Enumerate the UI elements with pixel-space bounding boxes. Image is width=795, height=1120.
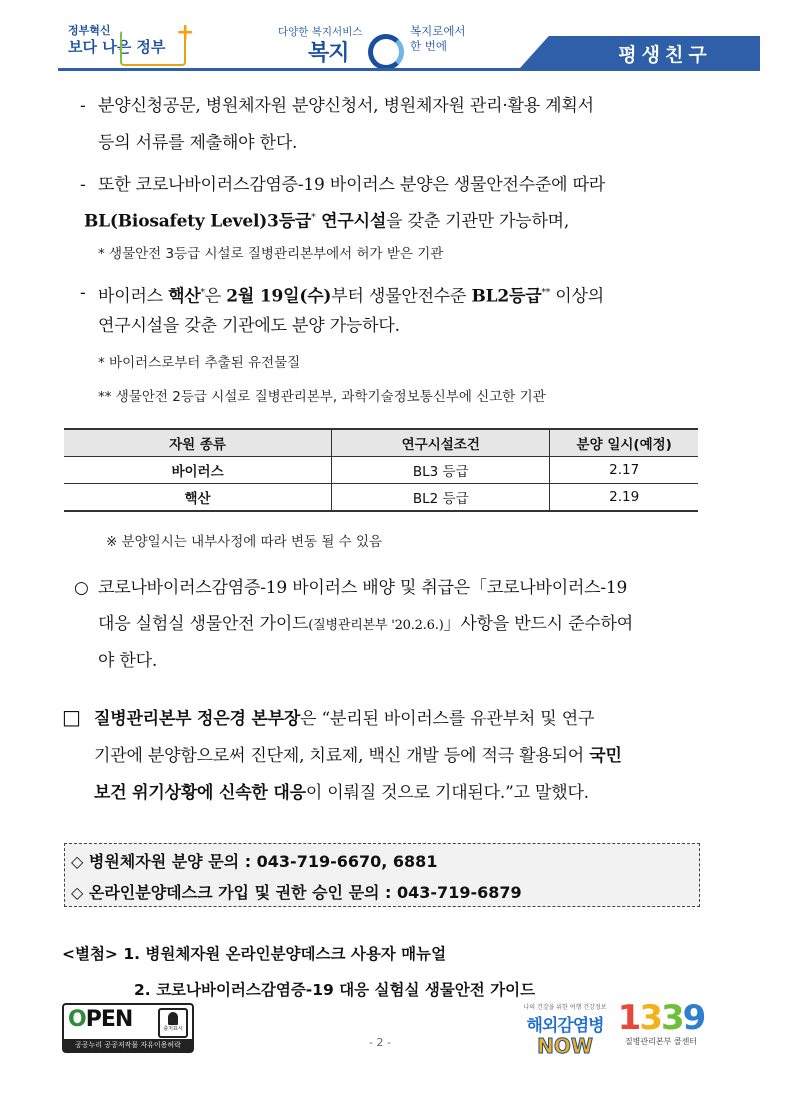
attachment-label: <별첨>	[62, 945, 118, 963]
hotline-number: 1339	[617, 998, 705, 1038]
paragraph-line: 또한 코로나바이러스감염증-19 바이러스 분양은 생물안전수준에 따라	[98, 175, 606, 195]
logo-subtitle: 정부혁신	[68, 24, 111, 37]
paragraph-line: 연구시설을 갖춘 기관에도 분양 가능하다.	[98, 316, 400, 336]
paragraph-line: 보건 위기상황에 신속한 대응이 이뤄질 것으로 기대된다.”고 말했다.	[94, 783, 589, 803]
government-innovation-logo	[64, 20, 195, 64]
paragraph-line: 야 한다.	[98, 651, 158, 671]
bokjiro-wordmark: 복지	[308, 41, 349, 66]
footnote: * 생물안전 3등급 시설로 질병관리본부에서 허가 받은 기관	[98, 246, 444, 262]
paragraph-line: 분양신청공문, 병원체자원 분양신청서, 병원체자원 관리·활용 계획서	[98, 96, 594, 116]
contact-line: ◇ 온라인분양데스크 가입 및 권한 승인 문의 : 043-719-6879	[71, 883, 522, 902]
table-cell: 핵산	[64, 484, 332, 512]
bullet-dash: -	[80, 175, 86, 195]
table-cell: 바이러스	[64, 457, 332, 484]
circle-bullet: ○	[74, 578, 89, 598]
open-wordmark: OPEN	[68, 1007, 133, 1032]
plus-icon: +	[176, 20, 195, 45]
paragraph-line: 바이러스 핵산*은 2월 19일(수)부터 생물안전수준 BL2등급** 이상의	[98, 286, 604, 307]
attribution-icon: 출처표시	[158, 1008, 188, 1038]
paragraph-line: 질병관리본부 정은경 본부장은 “분리된 바이러스를 유관부처 및 연구	[94, 709, 595, 729]
paragraph-line: 코로나바이러스감염증-19 바이러스 배양 및 취급은「코로나바이러스-19	[98, 578, 628, 598]
bold-text: 2월 19일(수)	[226, 286, 332, 307]
attachment-line	[62, 942, 446, 964]
contact-line: ◇ 병원체자원 분양 문의 : 043-719-6670, 6881	[71, 852, 438, 871]
table-row	[64, 484, 698, 512]
paragraph-line: BL(Biosafety Level)3등급* 연구시설을 갖춘 기관만 가능하며,	[84, 211, 570, 232]
bold-text: BL(Biosafety Level)3등급	[84, 211, 312, 232]
bold-text: 연구시설	[315, 211, 387, 232]
table-header: 연구시설조건	[332, 429, 550, 457]
square-bullet: □	[62, 705, 81, 729]
bullet-dash: -	[80, 96, 86, 116]
table-header: 분양 일시(예정)	[550, 429, 698, 457]
ring-icon	[368, 34, 404, 70]
paragraph-line: 등의 서류를 제출해야 한다.	[98, 133, 298, 153]
footnote: ** 생물안전 2등급 시설로 질병관리본부, 과학기술정보통신부에 신고한 기관	[98, 389, 546, 405]
bold-text: BL2등급	[471, 286, 542, 307]
table-cell: BL2 등급	[332, 484, 550, 512]
page-number: - 2 -	[369, 1036, 391, 1049]
bold-text: 보건 위기상황에 신속한 대응	[94, 783, 306, 803]
bokjiro-tagline: 다양한 복지서비스	[278, 26, 363, 38]
now-tagline: 나의 건강을 위한 여행 건강정보	[523, 1004, 607, 1011]
contact-box	[64, 843, 700, 907]
table-cell: BL3 등급	[332, 457, 550, 484]
kogl-open-license-badge	[62, 1003, 194, 1053]
attachment-item: 1. 병원체자원 온라인분양데스크 사용자 매뉴얼	[123, 945, 447, 963]
paragraph-line: 대응 실험실 생물안전 가이드(질병관리본부 '20.2.6.)」사항을 반드시 준수하여	[98, 614, 633, 634]
table-header-row	[64, 429, 698, 457]
hotline-caption: 질병관리본부 콜센터	[624, 1037, 698, 1046]
now-title: 해외감염병	[526, 1016, 604, 1036]
header-divider	[58, 68, 760, 71]
bullet-dash: -	[80, 283, 86, 303]
bold-text: 질병관리본부 정은경 본부장	[94, 709, 301, 729]
bokjiro-slogan: 복지로에서 한 번에	[410, 24, 466, 53]
now-wordmark: NOW	[537, 1034, 593, 1058]
attachment-item: 2. 코로나바이러스감염증-19 대응 실험실 생물안전 가이드	[134, 981, 536, 999]
paragraph-line: 기관에 분양함으로써 진단제, 치료제, 백신 개발 등에 적극 활용되어 국민	[94, 746, 622, 766]
header-title: 평생친구	[618, 44, 712, 66]
bokjiro-logo	[268, 20, 468, 64]
table-cell: 2.19	[550, 484, 698, 512]
overseas-infection-now-logo	[518, 1002, 612, 1058]
footnote-marker: *	[311, 213, 316, 223]
open-license-caption: 공공누리 공공저작물 자유이용허락	[64, 1039, 192, 1051]
footnote: * 바이러스로부터 추출된 유전물질	[98, 355, 301, 371]
table-row	[64, 457, 698, 484]
table-header: 자원 종류	[64, 429, 332, 457]
bold-text: 핵산	[168, 286, 201, 307]
table-cell: 2.17	[550, 457, 698, 484]
bold-text: 국민	[589, 746, 622, 766]
hotline-1339-logo	[614, 1000, 708, 1052]
logo-title: 보다 나은 정부	[68, 38, 166, 56]
table-note: ※ 분양일시는 내부사정에 따라 변동 될 수 있음	[106, 534, 383, 550]
distribution-table	[64, 428, 698, 512]
